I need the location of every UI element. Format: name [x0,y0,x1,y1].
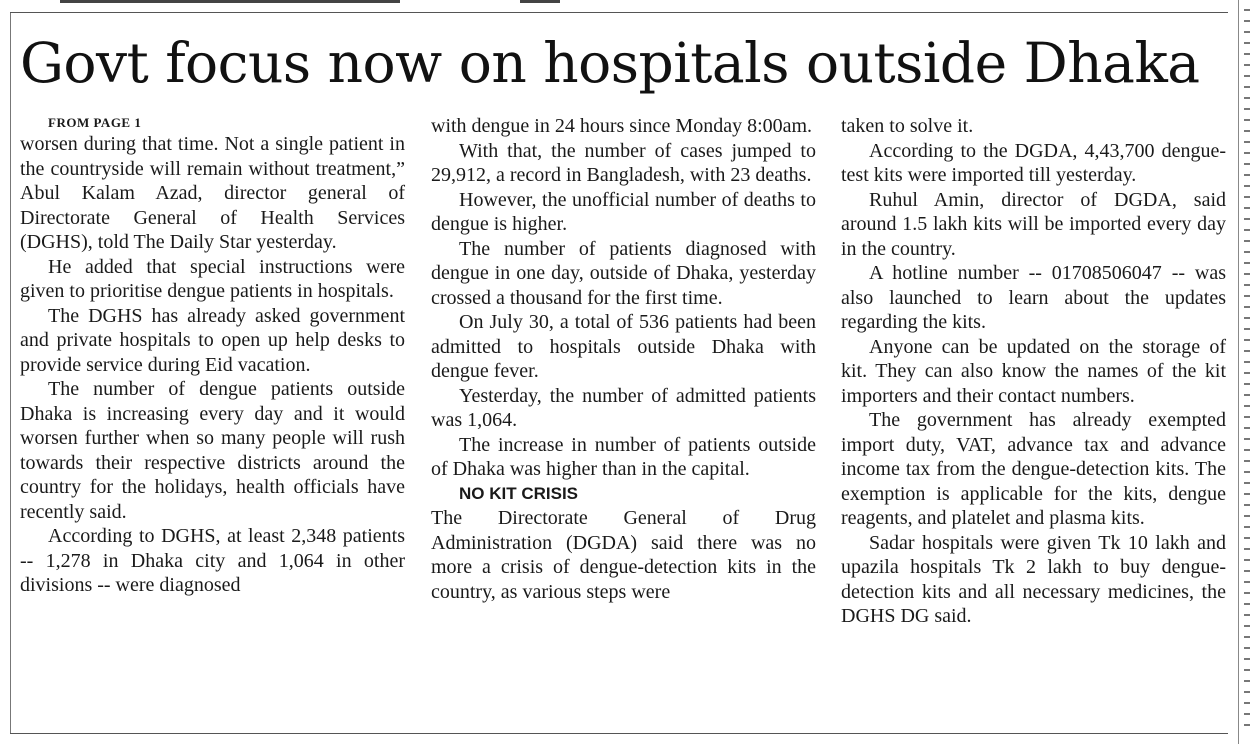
paragraph: The government has already exempted import duty, VAT, advance tax and advance income tax from the dengue-detection kits. The exemption is applicable for the kits, dengue reagents, and platelet and plasma kits. [841,409,1226,529]
top-rule-fragment [60,0,400,3]
paragraph: The Directorate General of Drug Administration (DGDA) said there was no more a crisis of dengue-detection kits in the country, as various steps were [431,507,816,603]
article-column-3 [841,114,1226,629]
article-column-1 [20,114,405,598]
top-border [10,12,1228,13]
paragraph: The increase in number of patients outside of Dhaka was higher than in the capital. [431,433,816,480]
paragraph: Sadar hospitals were given Tk 10 lakh and upazila hospitals Tk 2 lakh to buy dengue-detection kits and all necessary medicines, the DGHS DG said. [841,531,1226,627]
paragraph: According to DGHS, at least 2,348 patients -- 1,278 in Dhaka city and 1,064 in other divisions -- were diagnosed [20,525,405,596]
paragraph: However, the unofficial number of deaths to dengue is higher. [431,188,816,235]
paragraph: worsen during that time. Not a single patient in the countryside will remain without treatment,” Abul Kalam Azad, director general of Directorate General of Health Services (DGHS), told The Daily Star yesterday. [20,133,405,253]
paragraph: The DGHS has already asked government and private hospitals to open up help desks to provide service during Eid vacation. [20,304,405,376]
paragraph: The number of dengue patients outside Dhaka is increasing every day and it would worsen further when so many people will rush towards their respective districts around the country for the holidays, health officials have recently said. [20,378,405,523]
paragraph: with dengue in 24 hours since Monday 8:00am. [431,115,813,137]
paragraph: Ruhul Amin, director of DGDA, said around 1.5 lakh kits will be imported every day in the country. [841,188,1226,260]
paragraph: taken to solve it. [841,115,974,137]
section-subhead: NO KIT CRISIS [459,483,579,503]
paragraph: A hotline number -- 01708506047 -- was also launched to learn about the updates regarding the kits. [841,262,1226,333]
paragraph: Anyone can be updated on the storage of kit. They can also know the names of the kit importers and their contact numbers. [841,335,1226,407]
kicker-label: FROM PAGE 1 [48,115,142,130]
paragraph: On July 30, a total of 536 patients had been admitted to hospitals outside Dhaka with dengue fever. [431,311,816,382]
article-headline: Govt focus now on hospitals outside Dhaka [20,31,1200,95]
bottom-border [10,733,1228,734]
top-rule-fragment [520,0,560,3]
paragraph: The number of patients diagnosed with dengue in one day, outside of Dhaka, yesterday crossed a thousand for the first time. [431,237,816,309]
left-border [10,13,11,733]
adjacent-page-edge [1238,0,1253,744]
article-column-2 [431,114,816,604]
paragraph: Yesterday, the number of admitted patients was 1,064. [431,384,816,431]
paragraph: He added that special instructions were given to prioritise dengue patients in hospitals. [20,255,405,302]
paragraph: According to the DGDA, 4,43,700 dengue-test kits were imported till yesterday. [841,139,1226,186]
paragraph: With that, the number of cases jumped to 29,912, a record in Bangladesh, with 23 deaths. [431,139,816,186]
